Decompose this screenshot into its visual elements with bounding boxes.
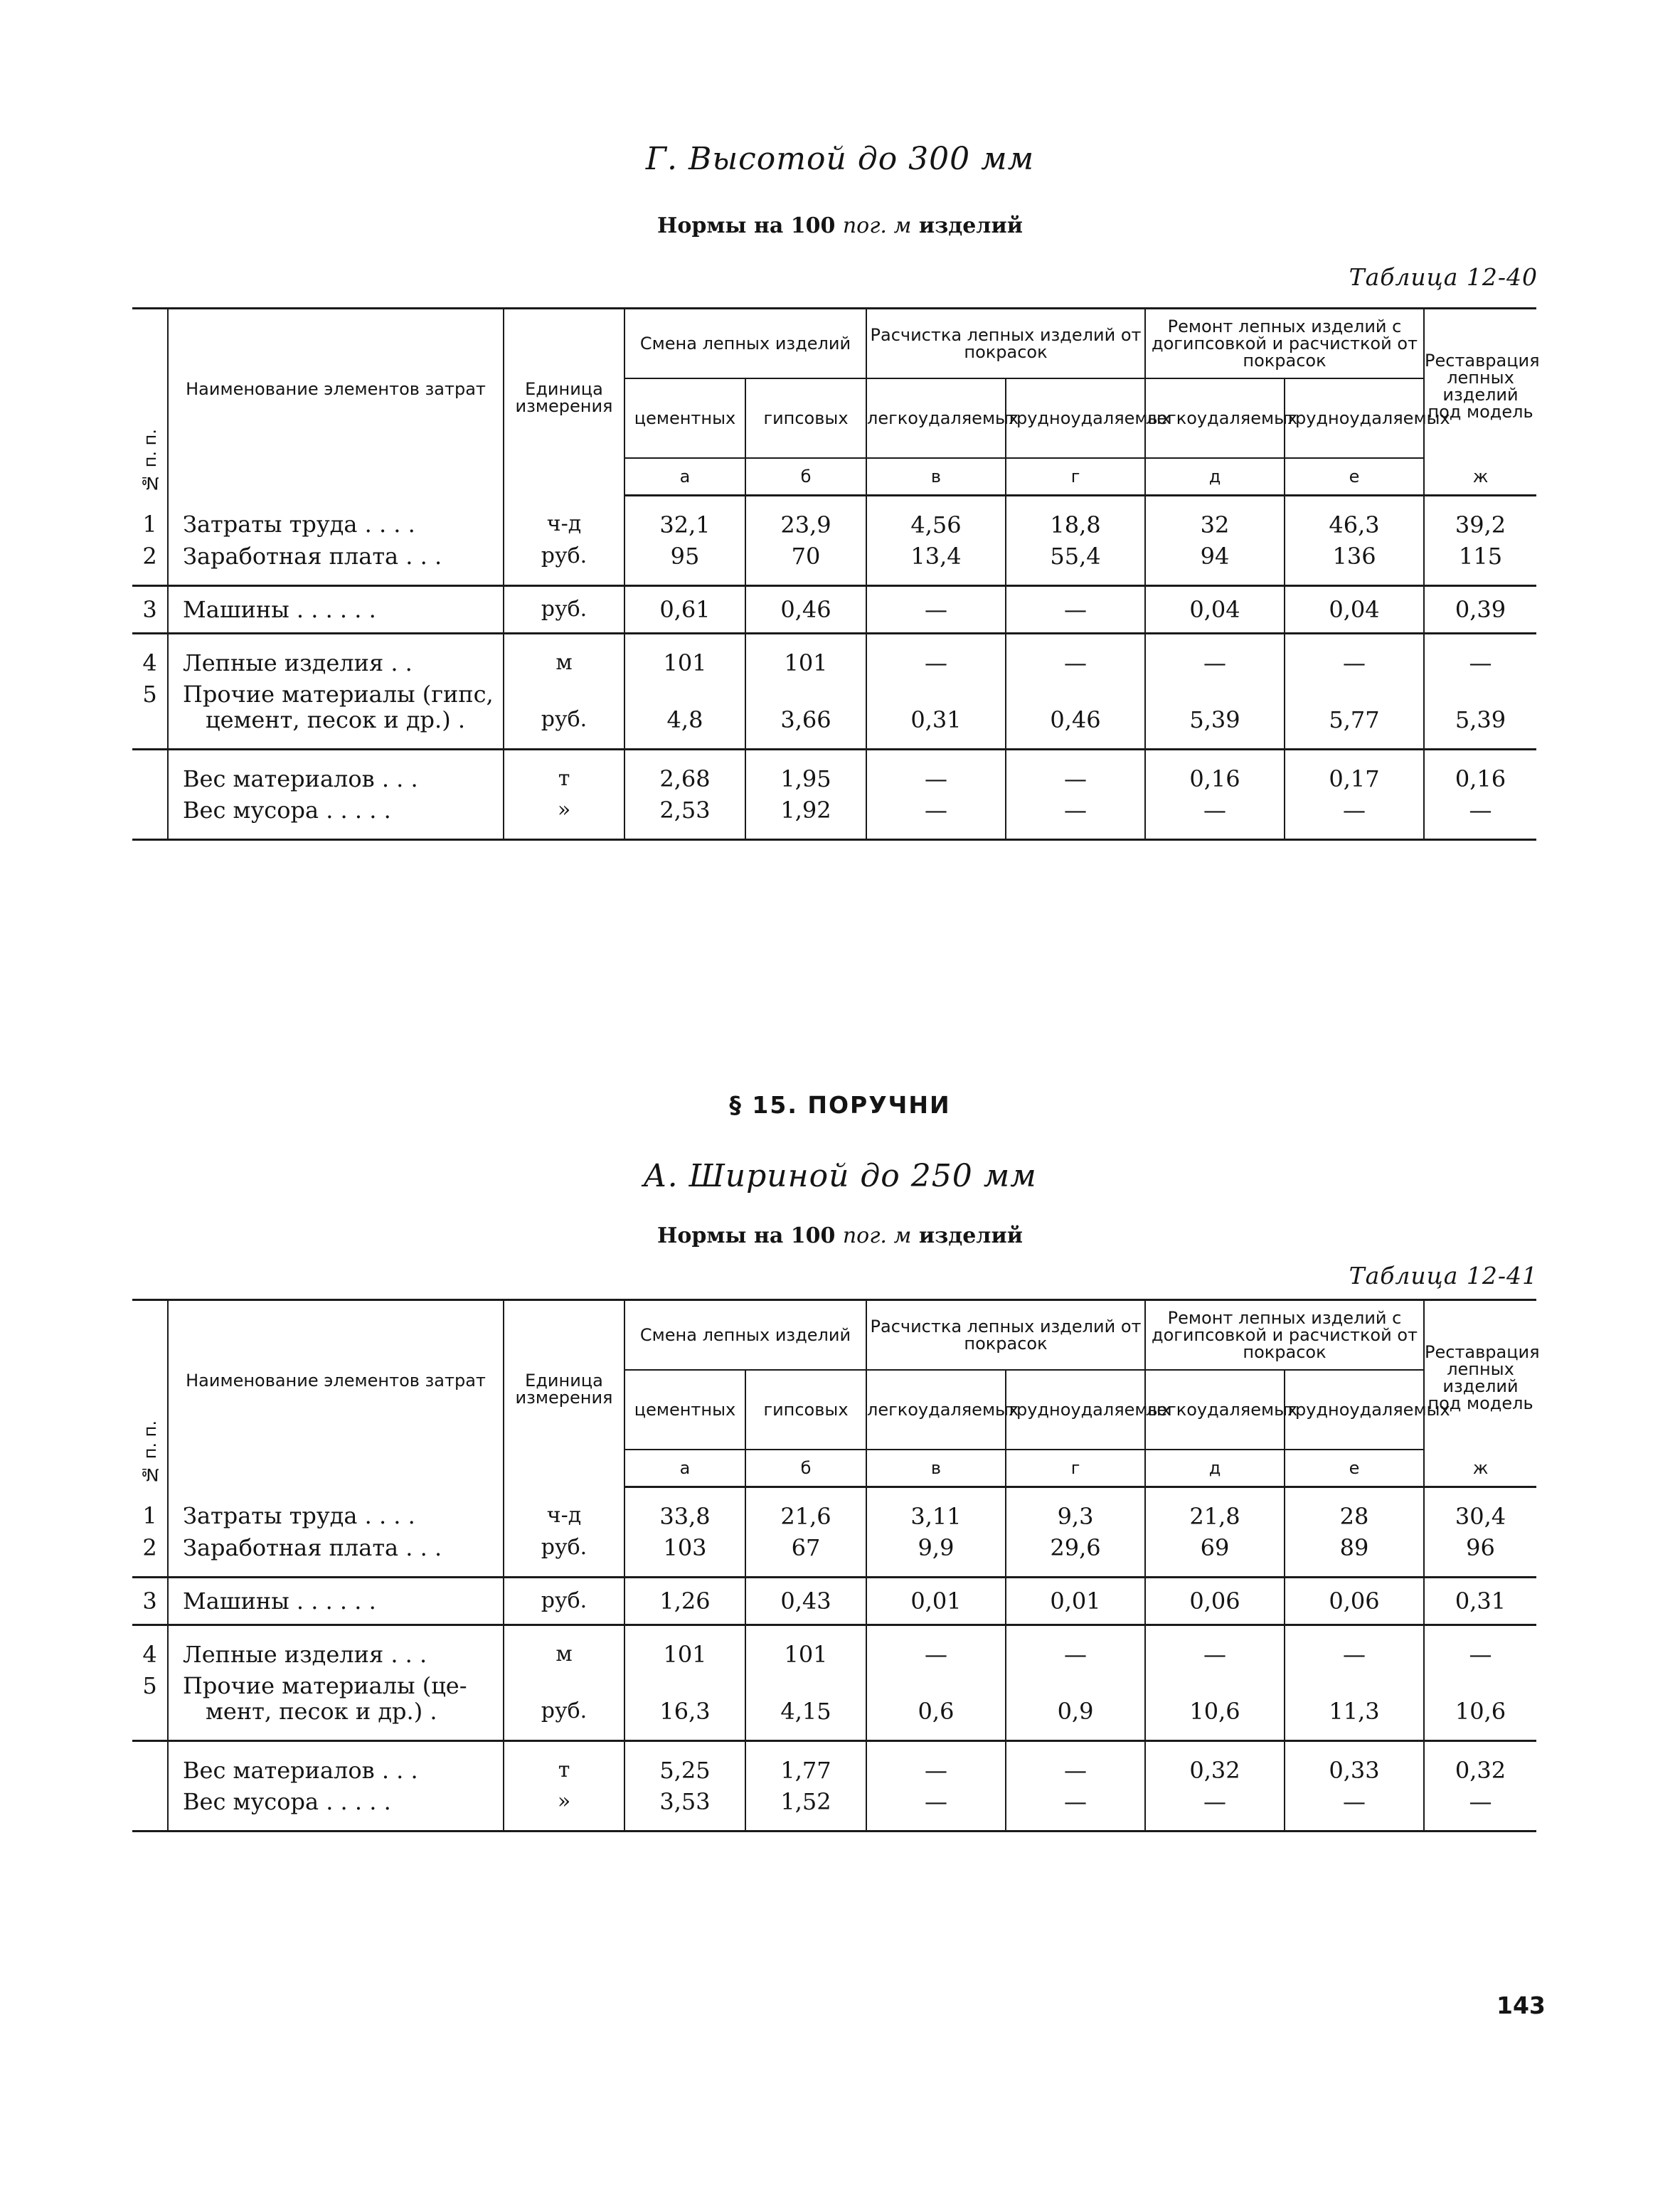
row-name xyxy=(168,496,504,541)
row-name-text: Затраты труда . . . . xyxy=(183,1501,415,1529)
row-num xyxy=(132,1741,168,1787)
row-value: 0,01 xyxy=(1006,1578,1145,1625)
header-letter: е xyxy=(1285,458,1424,496)
row-unit: » xyxy=(504,1786,624,1832)
row-num: 2 xyxy=(132,1532,168,1578)
row-unit: руб. xyxy=(504,541,624,586)
row-value: — xyxy=(1006,1625,1145,1671)
row-value: 29,6 xyxy=(1006,1532,1145,1578)
header-letter: г xyxy=(1006,1450,1145,1487)
header-letter: г xyxy=(1006,458,1145,496)
header-sub-gypsum: гипсовых xyxy=(745,378,866,458)
row-value: — xyxy=(1006,750,1145,795)
row-value: 5,39 xyxy=(1145,679,1285,750)
row-value: 0,16 xyxy=(1424,750,1536,795)
row-value: — xyxy=(1285,1625,1424,1671)
header-group-replace: Смена лепных изделий xyxy=(624,1300,866,1371)
row-num: 4 xyxy=(142,1641,157,1668)
row-value: 0,39 xyxy=(1424,586,1536,634)
table-row xyxy=(132,1487,1536,1533)
norms-unit: пог. м xyxy=(842,213,912,238)
row-value: 115 xyxy=(1424,541,1536,586)
row-value: — xyxy=(1424,794,1536,840)
row-value: 1,26 xyxy=(624,1578,745,1625)
header-sub-easy: легкоудаляемых xyxy=(866,1370,1006,1450)
row-num xyxy=(132,750,168,795)
row-num: 5 xyxy=(132,679,168,750)
row-value: 4,8 xyxy=(624,679,745,750)
row-value: 18,8 xyxy=(1006,496,1145,541)
table2-label: Таблица 12-41 xyxy=(1349,1262,1538,1290)
row-value: 5,77 xyxy=(1285,679,1424,750)
row-value: 11,3 xyxy=(1285,1670,1424,1741)
row-value: 32,1 xyxy=(624,496,745,541)
row-name-text: Прочие материалы (гипс, xyxy=(183,681,494,708)
page-number: 143 xyxy=(1496,1992,1546,2019)
header-letter: в xyxy=(866,1450,1006,1487)
row-value: 0,31 xyxy=(866,679,1006,750)
header-letter: д xyxy=(1145,1450,1285,1487)
row-name xyxy=(168,1487,504,1533)
row-value: 2,53 xyxy=(624,794,745,840)
row-value: 10,6 xyxy=(1424,1670,1536,1741)
header-letter: е xyxy=(1285,1450,1424,1487)
row-name xyxy=(168,794,504,840)
row-value: — xyxy=(1285,794,1424,840)
row-name-text: Затраты труда . . . . xyxy=(183,510,415,538)
row-num xyxy=(132,1786,168,1832)
row-name xyxy=(168,1625,504,1671)
row-unit: » xyxy=(504,794,624,840)
row-value: — xyxy=(1145,634,1285,679)
row-value: — xyxy=(1145,1625,1285,1671)
row-value: 0,32 xyxy=(1145,1741,1285,1787)
row-value: 136 xyxy=(1285,541,1424,586)
row-value: — xyxy=(1424,1625,1536,1671)
row-name xyxy=(168,541,504,586)
header-unit: Единица измерения xyxy=(504,1300,624,1487)
row-value: 0,61 xyxy=(624,586,745,634)
header-group-replace: Смена лепных изделий xyxy=(624,309,866,379)
norms-prefix: Нормы на 100 xyxy=(657,1223,836,1248)
row-value: 32 xyxy=(1145,496,1285,541)
row-unit: ч-д xyxy=(504,1487,624,1533)
row-num: 1 xyxy=(142,1501,157,1529)
row-value: 4,56 xyxy=(866,496,1006,541)
row-value: — xyxy=(866,586,1006,634)
row-unit: руб. xyxy=(504,1532,624,1578)
header-letter: а xyxy=(624,1450,745,1487)
row-value: 0,16 xyxy=(1145,750,1285,795)
header-group-clean: Расчистка лепных изделий от покрасок xyxy=(866,1300,1145,1371)
header-letter: б xyxy=(745,458,866,496)
row-name-text: Вес материалов . . . xyxy=(183,765,418,792)
row-name-text: Лепные изделия . . . xyxy=(183,1641,427,1668)
row-value: 5,25 xyxy=(624,1741,745,1787)
header-sub-cement: цементных xyxy=(624,1370,745,1450)
row-value: 10,6 xyxy=(1145,1670,1285,1741)
table-row xyxy=(132,1532,1536,1578)
row-value: 0,43 xyxy=(745,1578,866,1625)
row-value: 1,52 xyxy=(745,1786,866,1832)
header-letter: а xyxy=(624,458,745,496)
row-unit: ч-д xyxy=(504,496,624,541)
row-unit: руб. xyxy=(504,586,624,634)
table1-heading: Г. Высотой до 300 мм xyxy=(645,141,1035,177)
row-value: 16,3 xyxy=(624,1670,745,1741)
header-sub-cement: цементных xyxy=(624,378,745,458)
row-value: 21,8 xyxy=(1145,1487,1285,1533)
row-unit: м xyxy=(504,1625,624,1671)
row-value: 3,53 xyxy=(624,1786,745,1832)
row-name xyxy=(168,586,504,634)
row-value: 0,46 xyxy=(745,586,866,634)
header-group-restore: Реставрация лепных изделий под модель xyxy=(1424,1300,1536,1450)
table2-heading: А. Шириной до 250 мм xyxy=(643,1158,1037,1194)
row-value: 70 xyxy=(745,541,866,586)
table-row xyxy=(132,1578,1536,1625)
row-value: 1,77 xyxy=(745,1741,866,1787)
header-group-repair: Ремонт лепных изделий с догипсовкой и расчисткой от покрасок xyxy=(1145,1300,1424,1371)
header-letter: в xyxy=(866,458,1006,496)
row-unit: т xyxy=(504,1741,624,1787)
row-unit: руб. xyxy=(504,1578,624,1625)
row-name-text: Вес материалов . . . xyxy=(183,1757,418,1784)
header-sub-gypsum: гипсовых xyxy=(745,1370,866,1450)
row-num: 2 xyxy=(132,541,168,586)
row-value: 5,39 xyxy=(1424,679,1536,750)
row-value: — xyxy=(866,794,1006,840)
norm-table-12-41 xyxy=(132,1299,1540,1832)
row-num: 1 xyxy=(142,510,157,538)
row-value: 46,3 xyxy=(1285,496,1424,541)
row-unit: м xyxy=(504,634,624,679)
row-unit: руб. xyxy=(504,679,624,750)
row-value: 95 xyxy=(624,541,745,586)
row-unit: т xyxy=(504,750,624,795)
table-row xyxy=(132,794,1536,840)
row-num: 3 xyxy=(132,586,168,634)
header-name: Наименование элементов затрат xyxy=(168,309,504,496)
row-name xyxy=(168,1670,504,1741)
row-value: — xyxy=(1006,634,1145,679)
table2-norms-caption xyxy=(0,1223,1680,1248)
row-name xyxy=(168,750,504,795)
row-num xyxy=(132,794,168,840)
row-unit: руб. xyxy=(504,1670,624,1741)
row-value: — xyxy=(866,1625,1006,1671)
row-value: 39,2 xyxy=(1424,496,1536,541)
header-sub-hard: трудноудаляемых xyxy=(1285,378,1424,458)
norm-table-12-40 xyxy=(132,307,1540,841)
table1-norms-caption xyxy=(0,213,1680,238)
row-value: — xyxy=(1424,1786,1536,1832)
row-value: 13,4 xyxy=(866,541,1006,586)
row-value: 23,9 xyxy=(745,496,866,541)
header-sub-hard: трудноудаляемых xyxy=(1006,378,1145,458)
row-name xyxy=(168,1786,504,1832)
row-name-text: Заработная плата . . . xyxy=(183,1534,442,1561)
row-value: 0,32 xyxy=(1424,1741,1536,1787)
row-value: — xyxy=(1285,634,1424,679)
section-title: § 15. ПОРУЧНИ xyxy=(729,1091,951,1119)
row-value: 0,33 xyxy=(1285,1741,1424,1787)
header-letter: ж xyxy=(1424,458,1536,496)
row-value: 30,4 xyxy=(1424,1487,1536,1533)
row-num: 5 xyxy=(132,1670,168,1741)
row-value: 9,9 xyxy=(866,1532,1006,1578)
header-num: № п. п. xyxy=(132,1300,168,1487)
row-value: 3,11 xyxy=(866,1487,1006,1533)
row-value: — xyxy=(1424,634,1536,679)
row-value: 0,06 xyxy=(1145,1578,1285,1625)
row-value: — xyxy=(1006,794,1145,840)
row-value: 101 xyxy=(624,1625,745,1671)
row-name-text: Машины . . . . . . xyxy=(183,596,376,623)
row-name-text: Прочие материалы (це- xyxy=(183,1672,467,1699)
row-value: 28 xyxy=(1285,1487,1424,1533)
row-value: 55,4 xyxy=(1006,541,1145,586)
norms-unit: пог. м xyxy=(842,1223,912,1248)
header-sub-easy: легкоудаляемых xyxy=(1145,378,1285,458)
header-sub-easy: легкоудаляемых xyxy=(1145,1370,1285,1450)
row-value: — xyxy=(1285,1786,1424,1832)
table-row xyxy=(132,1786,1536,1832)
header-sub-hard: трудноудаляемых xyxy=(1006,1370,1145,1450)
table-row xyxy=(132,541,1536,586)
row-value: 101 xyxy=(745,634,866,679)
row-name-text: Лепные изделия . . xyxy=(183,649,413,676)
row-name-text: Вес мусора . . . . . xyxy=(183,1788,391,1815)
row-name-text: Заработная плата . . . xyxy=(183,543,442,570)
row-num: 4 xyxy=(142,649,157,676)
row-value: 96 xyxy=(1424,1532,1536,1578)
header-letter: ж xyxy=(1424,1450,1536,1487)
header-unit: Единица измерения xyxy=(504,309,624,496)
row-value: 0,9 xyxy=(1006,1670,1145,1741)
row-value: 3,66 xyxy=(745,679,866,750)
table-row xyxy=(132,496,1536,541)
table-row xyxy=(132,1670,1536,1741)
row-value: — xyxy=(1145,1786,1285,1832)
header-group-restore: Реставрация лепных изделий под модель xyxy=(1424,309,1536,459)
row-value: — xyxy=(1006,1741,1145,1787)
row-value: 101 xyxy=(624,634,745,679)
table1-label: Таблица 12-40 xyxy=(1349,263,1538,291)
row-name xyxy=(168,679,504,750)
row-name-cont: цемент, песок и др.) . xyxy=(206,706,466,733)
row-value: 0,06 xyxy=(1285,1578,1424,1625)
row-name xyxy=(168,1532,504,1578)
header-group-repair: Ремонт лепных изделий с догипсовкой и расчисткой от покрасок xyxy=(1145,309,1424,379)
row-value: 101 xyxy=(745,1625,866,1671)
row-value: — xyxy=(866,750,1006,795)
row-value: — xyxy=(1145,794,1285,840)
norms-suffix: изделий xyxy=(918,213,1023,238)
row-name-cont: мент, песок и др.) . xyxy=(206,1698,437,1725)
table-row xyxy=(132,750,1536,795)
header-sub-easy: легкоудаляемых xyxy=(866,378,1006,458)
row-value: 0,46 xyxy=(1006,679,1145,750)
header-num: № п. п. xyxy=(132,309,168,496)
row-name xyxy=(168,634,504,679)
header-letter: б xyxy=(745,1450,866,1487)
row-value: — xyxy=(866,634,1006,679)
header-group-clean: Расчистка лепных изделий от покрасок xyxy=(866,309,1145,379)
row-num: 3 xyxy=(132,1578,168,1625)
norms-prefix: Нормы на 100 xyxy=(657,213,836,238)
row-value: — xyxy=(1006,1786,1145,1832)
header-letter: д xyxy=(1145,458,1285,496)
table-row xyxy=(132,679,1536,750)
header-name: Наименование элементов затрат xyxy=(168,1300,504,1487)
row-value: 0,31 xyxy=(1424,1578,1536,1625)
row-value: 89 xyxy=(1285,1532,1424,1578)
row-value: 0,04 xyxy=(1145,586,1285,634)
table-row xyxy=(132,1741,1536,1787)
row-value: 33,8 xyxy=(624,1487,745,1533)
row-value: — xyxy=(866,1786,1006,1832)
row-value: 9,3 xyxy=(1006,1487,1145,1533)
row-value: 94 xyxy=(1145,541,1285,586)
row-value: 0,04 xyxy=(1285,586,1424,634)
row-name xyxy=(168,1578,504,1625)
row-value: 4,15 xyxy=(745,1670,866,1741)
table-row xyxy=(132,1625,1536,1671)
row-value: — xyxy=(866,1741,1006,1787)
norms-suffix: изделий xyxy=(918,1223,1023,1248)
row-name-text: Вес мусора . . . . . xyxy=(183,797,391,824)
row-value: — xyxy=(1006,586,1145,634)
row-value: 67 xyxy=(745,1532,866,1578)
table-row xyxy=(132,586,1536,634)
row-value: 21,6 xyxy=(745,1487,866,1533)
row-name-text: Машины . . . . . . xyxy=(183,1588,376,1615)
row-value: 0,01 xyxy=(866,1578,1006,1625)
row-value: 69 xyxy=(1145,1532,1285,1578)
row-value: 1,92 xyxy=(745,794,866,840)
row-value: 1,95 xyxy=(745,750,866,795)
row-value: 0,17 xyxy=(1285,750,1424,795)
header-sub-hard: трудноудаляемых xyxy=(1285,1370,1424,1450)
row-value: 103 xyxy=(624,1532,745,1578)
row-value: 2,68 xyxy=(624,750,745,795)
row-name xyxy=(168,1741,504,1787)
table-row xyxy=(132,634,1536,679)
row-value: 0,6 xyxy=(866,1670,1006,1741)
